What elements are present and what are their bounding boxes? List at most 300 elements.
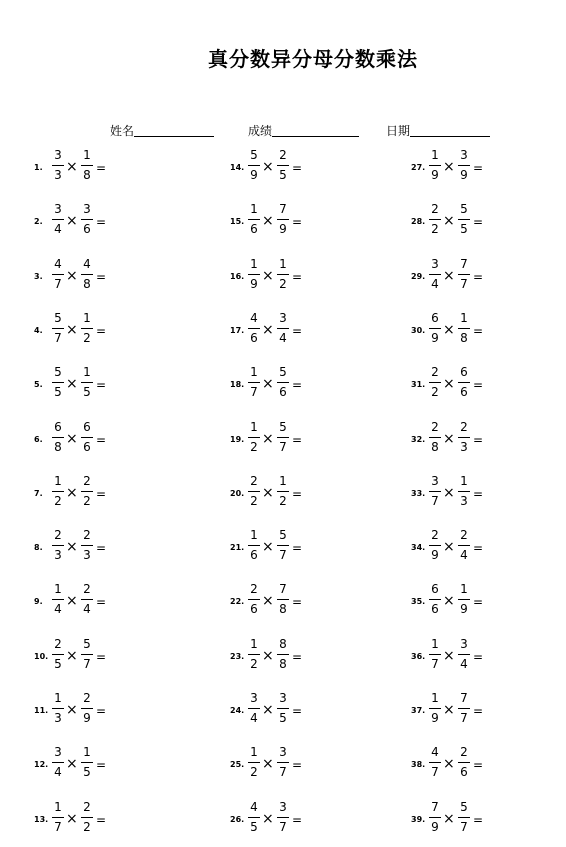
denominator: 2 [83,493,91,508]
first-fraction [51,691,65,726]
second-fraction [457,365,471,400]
first-fraction [247,420,261,455]
equals-sign: = [96,215,107,230]
second-fraction [80,365,94,400]
second-fraction [276,582,290,617]
problem-number: 12. [34,760,49,770]
numerator: 5 [54,365,62,380]
fraction-bar [81,817,93,818]
problem-number: 38. [411,760,426,770]
problem-row [411,800,541,842]
second-fraction [80,800,94,835]
fraction-bar [52,708,64,709]
first-fraction [428,691,442,726]
numerator: 2 [83,799,91,814]
fraction-bar [81,708,93,709]
numerator: 7 [279,202,287,217]
denominator: 4 [250,711,258,725]
second-fraction [457,528,471,563]
equals-sign: = [473,486,484,501]
fraction-bar [277,274,289,275]
denominator: 7 [279,548,287,563]
second-fraction [80,311,94,346]
fraction-bar [248,382,260,383]
denominator: 6 [279,385,287,400]
fraction-bar [277,599,289,600]
numerator: 8 [279,636,287,651]
numerator: 3 [431,256,439,271]
first-fraction [247,474,261,509]
numerator: 1 [250,528,258,543]
numerator: 7 [431,799,439,814]
fraction-bar [81,762,93,763]
first-fraction [51,311,65,346]
problem-row [411,202,541,244]
denominator: 2 [250,439,258,454]
fraction-bar [52,437,64,438]
problem-row [411,311,541,353]
fraction-bar [277,491,289,492]
problem-number: 6. [34,434,43,444]
fraction-bar [248,437,260,438]
problem-row [411,637,541,679]
times-sign: × [66,321,78,338]
denominator: 5 [54,385,62,400]
second-fraction [457,637,471,672]
fraction-bar [277,328,289,329]
denominator: 7 [431,765,439,780]
fraction-bar [277,437,289,438]
denominator: 7 [279,765,287,780]
fraction-bar [458,219,470,220]
first-fraction [428,745,442,780]
numerator: 5 [460,202,468,217]
numerator: 5 [54,310,62,325]
fraction-bar [248,328,260,329]
times-sign: × [66,647,78,664]
problem-number: 8. [34,543,43,553]
equals-sign: = [292,704,303,718]
times-sign: × [66,376,78,393]
problem-number: 2. [34,217,43,227]
first-fraction [247,148,261,183]
name-blank-line[interactable] [134,124,214,137]
numerator: 1 [54,799,62,814]
first-fraction [51,420,65,455]
problem-row [230,257,360,299]
numerator: 2 [250,582,258,597]
fraction-bar [458,545,470,546]
numerator: 7 [279,582,287,597]
numerator: 1 [250,419,258,434]
first-fraction [247,365,261,400]
times-sign: × [262,267,274,284]
problem-number: 4. [34,325,43,335]
numerator: 1 [250,256,258,271]
numerator: 1 [250,202,258,217]
denominator: 7 [431,656,439,671]
denominator: 4 [279,330,287,345]
fraction-bar [248,274,260,275]
numerator: 6 [431,310,439,325]
denominator: 2 [279,493,287,508]
times-sign: × [66,702,78,718]
times-sign: × [66,810,78,827]
equals-sign: = [96,704,107,718]
numerator: 1 [460,310,468,325]
fraction-bar [81,274,93,275]
problem-number: 21. [230,543,245,553]
date-blank-line[interactable] [410,124,490,137]
fraction-bar [248,219,260,220]
equals-sign: = [473,215,484,230]
equals-sign: = [473,704,484,718]
denominator: 7 [54,330,62,345]
second-fraction [276,148,290,183]
name-field[interactable] [110,122,214,139]
problem-number: 29. [411,271,426,281]
numerator: 1 [83,745,91,760]
numerator: 1 [460,473,468,488]
times-sign: × [262,810,274,827]
fraction-bar [277,762,289,763]
second-fraction [457,148,471,183]
times-sign: × [66,430,78,447]
fraction-bar [458,382,470,383]
date-field[interactable] [386,122,490,139]
fraction-bar [277,219,289,220]
fraction-bar [52,599,64,600]
problem-number: 34. [411,543,426,553]
denominator: 9 [460,602,468,617]
fraction-bar [248,165,260,166]
equals-sign: = [292,215,303,230]
problem-number: 7. [34,488,43,498]
numerator: 2 [54,636,62,651]
second-fraction [276,365,290,400]
equals-sign: = [96,812,107,827]
denominator: 9 [460,168,468,182]
numerator: 3 [431,473,439,488]
numerator: 2 [431,365,439,380]
denominator: 2 [83,330,91,345]
denominator: 4 [54,222,62,237]
second-fraction [276,745,290,780]
first-fraction [428,311,442,346]
numerator: 2 [431,419,439,434]
times-sign: × [66,267,78,284]
problem-number: 26. [230,814,245,824]
numerator: 5 [83,636,91,651]
second-fraction [457,420,471,455]
first-fraction [428,637,442,672]
problem-row [230,202,360,244]
problem-row [230,474,360,516]
fraction-bar [429,328,441,329]
fraction-bar [81,545,93,546]
problem-number: 14. [230,163,245,172]
times-sign: × [443,539,455,556]
denominator: 9 [431,819,439,834]
numerator: 5 [279,419,287,434]
numerator: 3 [54,745,62,760]
first-fraction [51,202,65,237]
denominator: 5 [460,222,468,237]
numerator: 4 [250,799,258,814]
second-fraction [80,582,94,617]
denominator: 6 [250,548,258,563]
denominator: 6 [250,330,258,345]
denominator: 2 [54,493,62,508]
problem-row [34,311,164,353]
fraction-bar [52,654,64,655]
first-fraction [428,365,442,400]
first-fraction [428,582,442,617]
problem-number: 11. [34,706,49,715]
fraction-bar [429,599,441,600]
problem-number: 22. [230,597,245,607]
score-field[interactable] [248,122,359,139]
denominator: 6 [83,222,91,237]
problem-number: 25. [230,760,245,770]
numerator: 1 [83,310,91,325]
denominator: 2 [431,222,439,237]
problem-number: 36. [411,651,426,661]
second-fraction [276,311,290,346]
times-sign: × [443,647,455,664]
fraction-bar [429,165,441,166]
first-fraction [428,202,442,237]
problem-number: 32. [411,434,426,444]
first-fraction [428,420,442,455]
first-fraction [247,257,261,292]
second-fraction [80,420,94,455]
equals-sign: = [473,758,484,773]
numerator: 2 [54,528,62,543]
denominator: 3 [54,548,62,563]
denominator: 5 [279,168,287,182]
first-fraction [247,800,261,835]
second-fraction [80,637,94,672]
fraction-bar [81,382,93,383]
numerator: 1 [83,365,91,380]
denominator: 2 [250,765,258,780]
fraction-bar [429,491,441,492]
denominator: 4 [460,548,468,563]
fraction-bar [52,382,64,383]
denominator: 2 [250,656,258,671]
times-sign: × [262,756,274,773]
date-label: 日期 [386,124,411,138]
fraction-bar [52,545,64,546]
problem-row [230,148,360,190]
numerator: 1 [54,691,62,705]
numerator: 6 [431,582,439,597]
problem-row [411,148,541,190]
denominator: 6 [431,602,439,617]
times-sign: × [262,484,274,501]
problem-row [230,420,360,462]
denominator: 2 [279,276,287,291]
fraction-bar [429,708,441,709]
fraction-bar [52,165,64,166]
problem-row [34,528,164,570]
numerator: 3 [279,745,287,760]
fraction-bar [81,328,93,329]
numerator: 2 [83,473,91,488]
times-sign: × [262,647,274,664]
first-fraction [247,745,261,780]
denominator: 8 [83,168,91,182]
fraction-bar [81,491,93,492]
times-sign: × [66,213,78,230]
denominator: 7 [279,439,287,454]
second-fraction [457,257,471,292]
problem-row [411,420,541,462]
first-fraction [247,528,261,563]
problem-row [230,582,360,624]
numerator: 2 [460,745,468,760]
problem-row [34,691,164,733]
problem-row [34,148,164,190]
numerator: 2 [431,528,439,543]
denominator: 4 [431,276,439,291]
second-fraction [276,474,290,509]
second-fraction [276,420,290,455]
problem-row [230,745,360,787]
second-fraction [457,582,471,617]
numerator: 2 [83,691,91,705]
second-fraction [276,202,290,237]
equals-sign: = [292,541,303,556]
times-sign: × [262,539,274,556]
problem-number: 33. [411,488,426,498]
equals-sign: = [473,595,484,610]
problem-number: 24. [230,706,245,715]
numerator: 1 [54,582,62,597]
times-sign: × [443,430,455,447]
numerator: 6 [83,419,91,434]
numerator: 1 [460,582,468,597]
page-title: 真分数异分母分数乘法 [208,47,418,71]
denominator: 6 [460,765,468,780]
problem-number: 15. [230,217,245,227]
equals-sign: = [96,269,107,284]
numerator: 3 [279,799,287,814]
times-sign: × [66,593,78,610]
numerator: 1 [83,148,91,162]
second-fraction [80,474,94,509]
problem-row [230,311,360,353]
problem-number: 31. [411,380,426,390]
fraction-bar [277,817,289,818]
second-fraction [457,311,471,346]
problem-number: 39. [411,814,426,824]
numerator: 2 [460,419,468,434]
equals-sign: = [96,378,107,393]
problem-row [411,528,541,570]
second-fraction [276,691,290,726]
equals-sign: = [292,161,303,175]
numerator: 2 [460,528,468,543]
first-fraction [51,745,65,780]
numerator: 2 [279,148,287,162]
equals-sign: = [473,161,484,175]
denominator: 7 [54,276,62,291]
denominator: 6 [460,385,468,400]
fraction-bar [458,708,470,709]
denominator: 9 [431,168,439,182]
numerator: 3 [54,148,62,162]
denominator: 8 [279,602,287,617]
fraction-bar [248,491,260,492]
fraction-bar [429,817,441,818]
denominator: 4 [460,656,468,671]
equals-sign: = [292,812,303,827]
problem-row [411,745,541,787]
numerator: 5 [250,148,258,162]
times-sign: × [443,267,455,284]
fraction-bar [429,762,441,763]
equals-sign: = [96,758,107,773]
fraction-bar [458,599,470,600]
second-fraction [276,800,290,835]
denominator: 6 [250,602,258,617]
times-sign: × [443,702,455,718]
numerator: 5 [279,365,287,380]
numerator: 3 [460,148,468,162]
denominator: 9 [431,330,439,345]
denominator: 4 [83,602,91,617]
fraction-bar [52,491,64,492]
times-sign: × [262,430,274,447]
denominator: 2 [250,493,258,508]
equals-sign: = [96,161,107,175]
times-sign: × [443,484,455,501]
fraction-bar [81,165,93,166]
problem-row [230,800,360,842]
problem-number: 18. [230,380,245,390]
times-sign: × [443,593,455,610]
equals-sign: = [292,432,303,447]
first-fraction [51,365,65,400]
equals-sign: = [473,649,484,664]
denominator: 7 [54,819,62,834]
fraction-bar [458,328,470,329]
score-blank-line[interactable] [272,124,359,137]
numerator: 3 [83,202,91,217]
first-fraction [51,474,65,509]
numerator: 4 [431,745,439,760]
denominator: 5 [54,656,62,671]
problem-row [411,582,541,624]
problem-row [34,365,164,407]
numerator: 4 [54,256,62,271]
second-fraction [80,745,94,780]
denominator: 9 [250,168,258,182]
numerator: 7 [460,691,468,705]
fraction-bar [52,328,64,329]
problem-number: 35. [411,597,426,607]
numerator: 6 [460,365,468,380]
denominator: 9 [431,711,439,725]
fraction-bar [81,219,93,220]
problem-number: 27. [411,163,426,172]
denominator: 7 [83,656,91,671]
problem-number: 16. [230,271,245,281]
numerator: 3 [250,691,258,705]
score-label: 成绩 [248,124,273,138]
